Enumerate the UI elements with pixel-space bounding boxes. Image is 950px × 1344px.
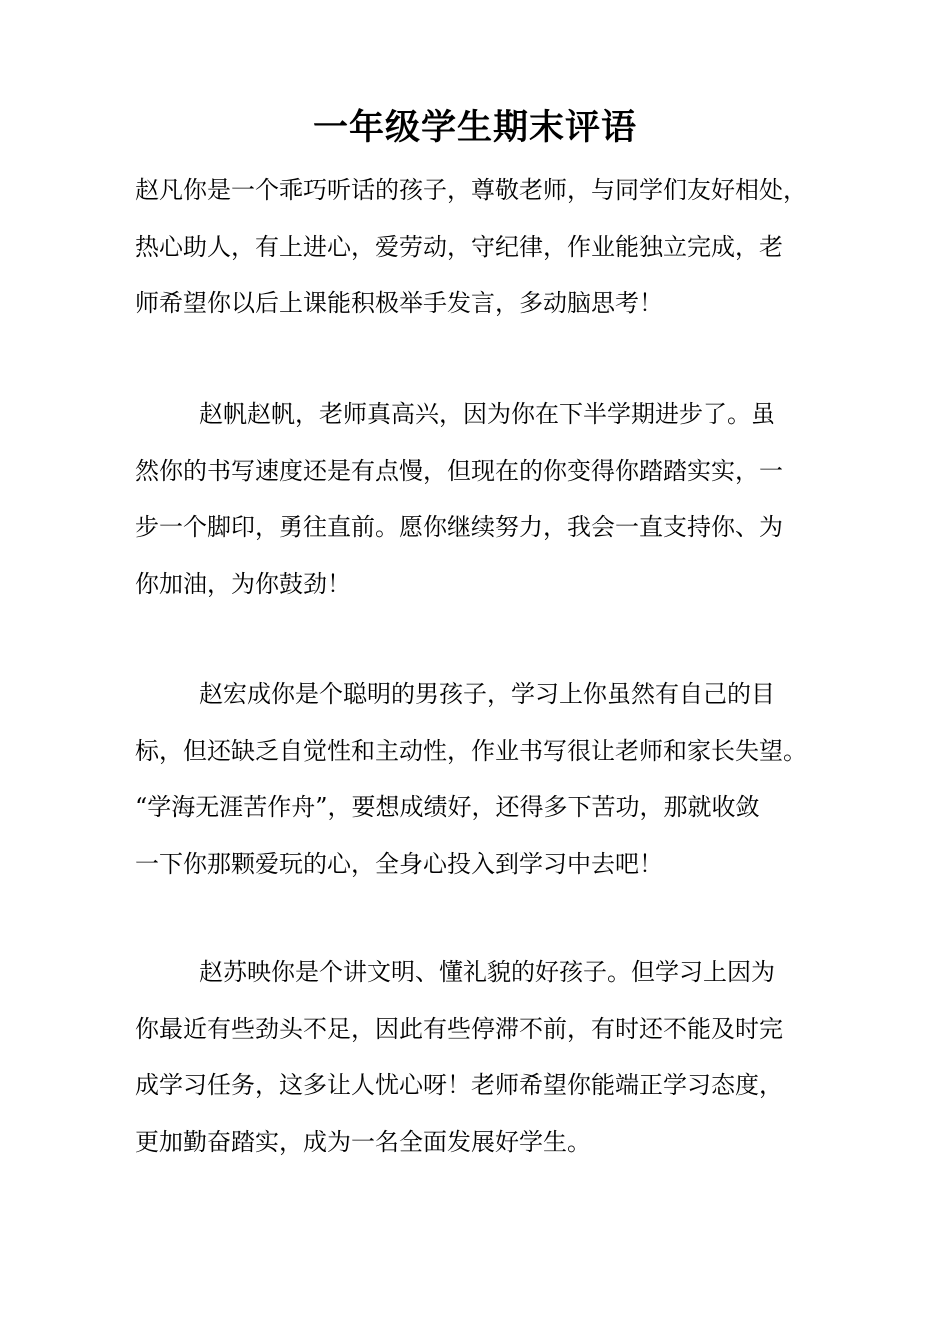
paragraph-line: 更加勤奋踏实，成为一名全面发展好学生。 [135, 1127, 591, 1156]
paragraph-line: 热心助人，有上进心，爱劳动，守纪律，作业能独立完成，老 [135, 232, 783, 261]
paragraph-line: 赵凡你是一个乖巧听话的孩子，尊敬老师，与同学们友好相处， [135, 176, 807, 204]
comment-paragraph-zhao-hongcheng [135, 666, 855, 892]
paragraph-line: 你加油，为你鼓劲！ [135, 569, 351, 598]
comment-paragraph-zhao-fan [135, 162, 855, 332]
comment-paragraph-zhao-fan-2 [135, 386, 855, 612]
paragraph-line: 一下你那颗爱玩的心，全身心投入到学习中去吧！ [135, 849, 663, 878]
paragraph-line: 标，但还缺乏自觉性和主动性，作业书写很让老师和家长失望。 [135, 736, 807, 765]
paragraph-line: 赵苏映你是个讲文明、懂礼貌的好孩子。但学习上因为 [199, 958, 775, 986]
paragraph-line: 然你的书写速度还是有点慢，但现在的你变得你踏踏实实，一 [135, 456, 783, 485]
paragraph-line: “学海无涯苦作舟”，要想成绩好，还得多下苦功，那就收敛 [135, 793, 760, 821]
document-title: 一年级学生期末评语 [312, 108, 637, 148]
paragraph-line: 成学习任务，这多让人忧心呀！老师希望你能端正学习态度， [135, 1071, 783, 1099]
comment-paragraph-zhao-suying [135, 944, 855, 1170]
paragraph-line: 你最近有些劲头不足，因此有些停滞不前，有时还不能及时完 [135, 1014, 783, 1043]
paragraph-line: 师希望你以后上课能积极举手发言，多动脑思考！ [135, 289, 663, 317]
paragraph-line: 赵帆赵帆，老师真高兴，因为你在下半学期进步了。虽 [199, 400, 775, 428]
paragraph-line: 步一个脚印，勇往直前。愿你继续努力，我会一直支持你、为 [135, 513, 783, 541]
paragraph-line: 赵宏成你是个聪明的男孩子，学习上你虽然有自己的目 [199, 680, 775, 708]
